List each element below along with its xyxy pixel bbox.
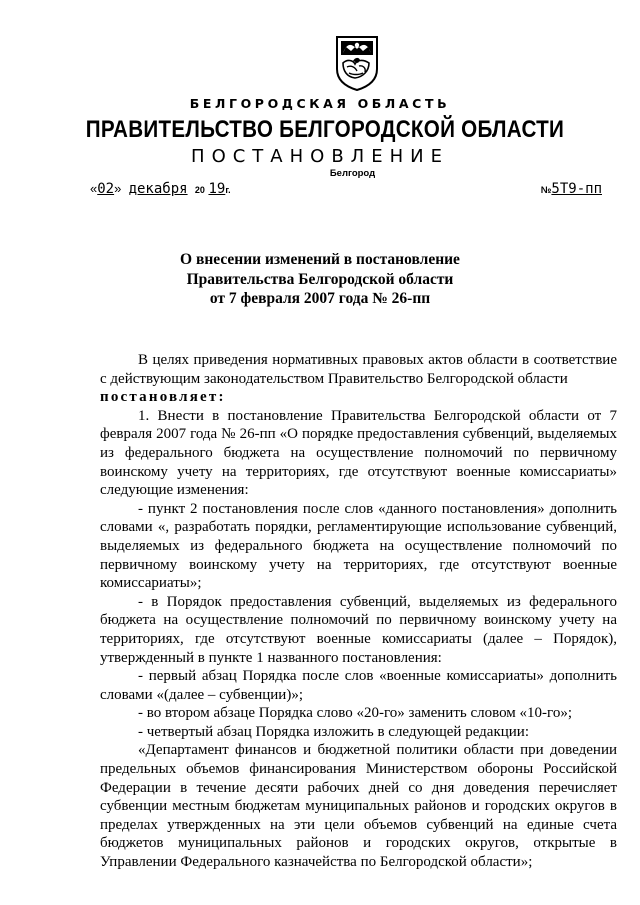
government-name: ПРАВИТЕЛЬСТВО БЕЛГОРОДСКОЙ ОБЛАСТИ (85, 116, 565, 143)
item-1-b-1: - первый абзац Порядка после слов «военные комиссариаты» дополнить словами «(далее – субвенции)»; (100, 668, 617, 703)
title-line-2: Правительства Белгородской области (186, 270, 454, 288)
intro-paragraph: В целях приведения нормативных правовых актов области в соответствие с действующим законодательством Правительство Белгородской области (100, 352, 617, 387)
title-line-1: О внесении изменений в постановление (180, 251, 460, 268)
item-1-b-3-text: «Департамент финансов и бюджетной политики области при доведении предельных объемов финансирования Министерством обороны Российской Федерации в течение десяти рабочих дней со дня доведения перечисляет субвенции местным бюджетам муниципальных районов и городских округов в пределах утвержденных на эти цели объемов субвенций на единые счета бюджетов муниципальных районов и городских округов, открытые в Управлении Федерального казначейства по Белгородской области»; (100, 742, 617, 871)
item-1-b: - в Порядок предоставления субвенций, выделяемых из федерального бюджета на осуществление полномочий по первичному воинскому учету на территориях, где отсутствуют военные комиссариаты (далее – Порядок), утвержденный в пункте 1 названного постановления: (100, 593, 617, 666)
coat-of-arms-emblem (333, 33, 381, 91)
item-1: 1. Внести в постановление Правительства Белгородской области от 7 февраля 2007 года № 26-пп «О порядке предоставления субвенций, выделяемых из федерального бюджета на осуществление полномочий по первичному воинскому учету на территориях, где отсутствуют военные комиссариаты» следующие изменения: (100, 407, 617, 499)
date-month: декабря (128, 181, 188, 197)
document-type: ПОСТАНОВЛЕНИЕ (191, 146, 449, 167)
document-title (0, 250, 640, 309)
region-name: БЕЛГОРОДСКАЯ ОБЛАСТЬ (189, 96, 451, 111)
city-name: Белгород (329, 168, 376, 179)
date-close-quote: » (114, 181, 122, 196)
item-1-b-2: - во втором абзаце Порядка слово «20-го» заменить словом «10-го»; (138, 705, 572, 722)
item-1-b-3: - четвертый абзац Порядка изложить в следующей редакции: (138, 723, 529, 740)
document-number (541, 181, 602, 197)
item-1-a: - пункт 2 постановления после слов «данного постановления» дополнить словами «, разработать порядки, регламентирующие использование субвенций, выделяемых из федерального бюджета на осуществление полномочий по первичному воинскому учету на территориях, где отсутствуют военные комиссариаты»; (100, 500, 617, 592)
resolution-word: постановляет: (100, 389, 226, 406)
title-line-3: от 7 февраля 2007 года № 26-пп (209, 290, 431, 307)
date-year-abbr: г. (225, 185, 231, 195)
date-day: 02 (97, 181, 115, 197)
date-year-suffix: 19 (208, 181, 226, 197)
number-label: № (540, 185, 552, 196)
document-body (100, 351, 617, 872)
number-value: 5Т9-пп (551, 181, 602, 197)
document-date (90, 181, 231, 197)
date-open-quote: « (90, 181, 98, 196)
date-year-prefix: 20 (194, 185, 205, 195)
